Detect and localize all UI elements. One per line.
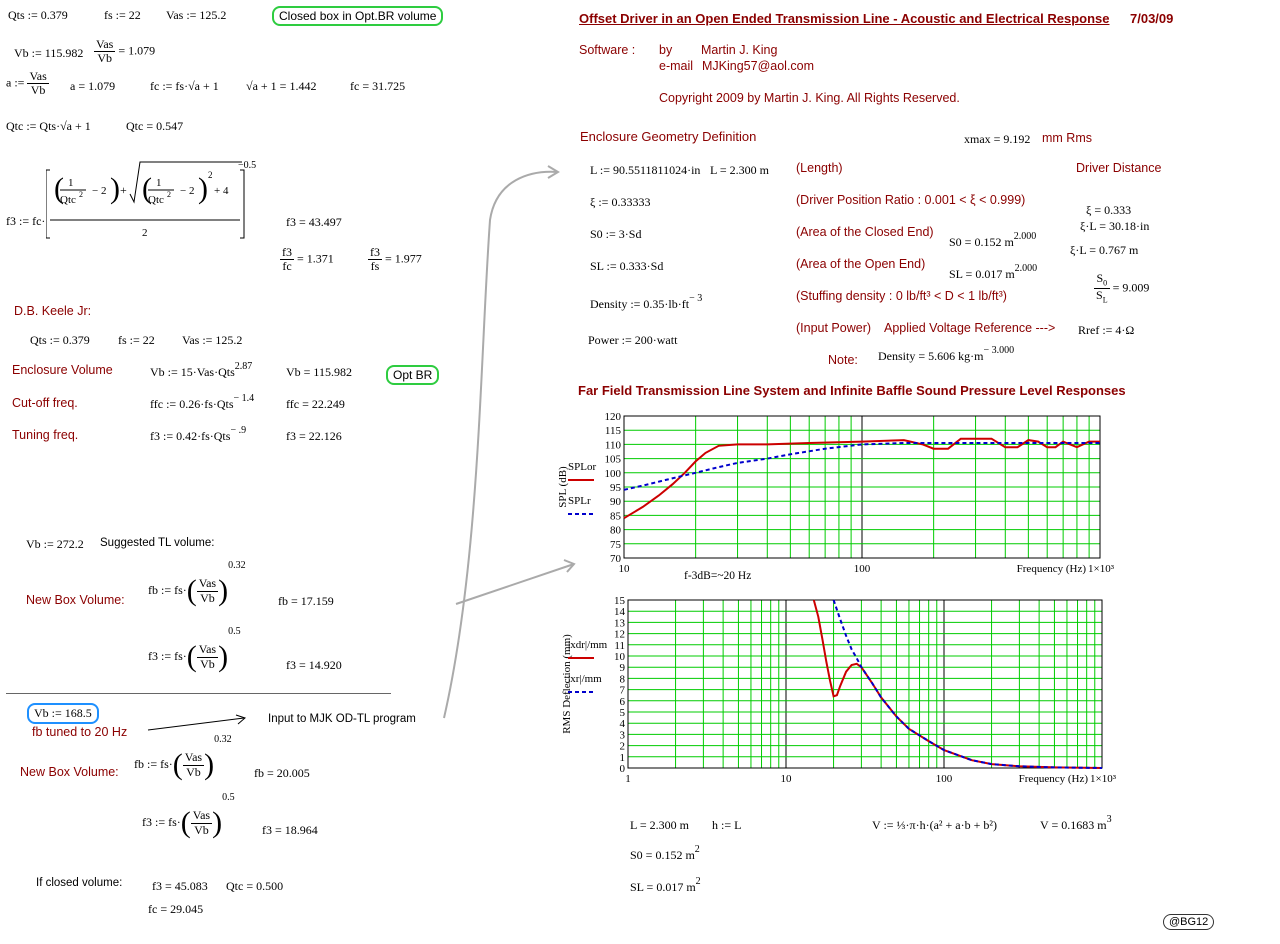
input-arrow xyxy=(146,712,250,734)
svg-text:1: 1 xyxy=(156,177,162,189)
fs-def: fs := 22 xyxy=(104,8,141,22)
L-value: L = 2.300 m xyxy=(710,163,769,177)
sqrt-value: √a + 1 = 1.442 xyxy=(246,79,317,93)
fb2-value: fb = 20.005 xyxy=(254,766,310,780)
y-axis-label: RMS Deflection (mm) xyxy=(561,634,573,734)
vb-168-box: Vb := 168.5 xyxy=(27,703,99,724)
bg12-badge: @BG12 xyxy=(1163,914,1214,930)
enclosure-exp: 2.87 xyxy=(234,361,253,372)
y-tick-label: 2 xyxy=(619,740,625,753)
divider xyxy=(6,693,391,694)
copyright: Copyright 2009 by Martin J. King. All Rights Reserved. xyxy=(659,91,960,105)
a-den: Vb xyxy=(30,83,46,98)
f3c-value: f3 = 18.964 xyxy=(262,823,318,837)
f3-fc-ratio: $\frac{f3}{fc}$ = 1.371 xyxy=(282,245,334,274)
f3c-formula: f3 := fs·( $\frac{\text{Vas}}{Vb}$ )$^{0.5}$ xyxy=(142,792,235,839)
chart-section-title: Far Field Transmission Line System and Infinite Baffle Sound Pressure Level Responses xyxy=(578,383,1126,398)
vas-def: Vas := 125.2 xyxy=(166,8,227,22)
deflection-chart xyxy=(538,592,1128,798)
y-tick-label: 95 xyxy=(610,482,621,494)
ratio-value: = 1.079 xyxy=(118,43,156,58)
rref-def: Rref := 4·Ω xyxy=(1078,323,1135,337)
a-def xyxy=(6,70,49,97)
enclosure-formula xyxy=(150,361,253,380)
x-axis-label: Frequency (Hz) xyxy=(1016,563,1086,575)
enclosure-volume-label: Enclosure Volume xyxy=(12,363,113,377)
y-tick-label: 14 xyxy=(614,606,625,619)
series-line xyxy=(814,600,1102,768)
qtc2-value: Qtc = 0.500 xyxy=(226,879,284,893)
bottom-SL xyxy=(630,876,701,895)
xmax-unit: mm Rms xyxy=(1042,131,1092,145)
bottom-L: L = 2.300 m xyxy=(630,818,689,832)
y-tick-label: 10 xyxy=(614,651,625,663)
qtc-value: Qtc = 0.547 xyxy=(126,119,184,133)
power-def: Power := 200·watt xyxy=(588,333,678,347)
fc2-value: fc = 29.045 xyxy=(148,902,204,916)
y-tick-label: 8 xyxy=(619,673,625,686)
y-tick-label: 105 xyxy=(604,453,621,466)
f3b-formula: f3 := fs·( $\frac{\text{Vas}}{Vb}$ )$^{0.5}$ xyxy=(148,626,241,673)
if-closed-label: If closed volume: xyxy=(36,877,123,889)
f3-lhs: f3 := fc· xyxy=(6,214,46,228)
software-label: Software : xyxy=(579,43,636,57)
cutoff-formula xyxy=(150,393,255,412)
y-tick-label: 7 xyxy=(619,684,625,697)
x-tick-label: 1×10³ xyxy=(1090,773,1117,785)
y-tick-label: 6 xyxy=(619,695,625,708)
vas-vb-ratio xyxy=(94,38,155,65)
fb-lhs: fb := fs· xyxy=(148,582,187,597)
f3d-value: f3 = 45.083 xyxy=(152,879,208,893)
y-tick-label: 13 xyxy=(614,617,625,630)
f3-formula-graphic xyxy=(46,158,272,248)
y-tick-label: 110 xyxy=(604,439,621,452)
fc-def: fc := fs·√a + 1 xyxy=(150,79,219,93)
newbox2-label: New Box Volume: xyxy=(20,765,119,779)
ratio-num: Vas xyxy=(96,37,114,51)
svg-text:): ) xyxy=(198,172,208,205)
plot-frame xyxy=(628,600,1102,768)
f3b-num: Vas xyxy=(198,642,217,657)
y-tick-label: 0 xyxy=(619,763,625,775)
density-exp: − 3 xyxy=(689,293,703,304)
x-tick-label: 100 xyxy=(935,773,953,785)
bottom-S0 xyxy=(630,844,700,863)
x-axis-label: Frequency (Hz) xyxy=(1018,773,1088,785)
driver-distance-label: Driver Distance xyxy=(1076,161,1162,175)
x-tick-label: 10 xyxy=(780,773,792,785)
legend-label: |xr|/mm xyxy=(568,673,602,685)
density-value-text: Density = 5.606 kg·m xyxy=(878,349,984,363)
y-tick-label: 70 xyxy=(610,553,621,565)
fb-den: Vb xyxy=(200,590,215,605)
input-power-label: (Input Power) xyxy=(796,321,872,335)
legend-label: |xdr|/mm xyxy=(568,639,608,651)
svg-text:+ 4: + 4 xyxy=(214,185,229,197)
fb2-lhs: fb := fs· xyxy=(134,756,173,771)
svg-text:2: 2 xyxy=(167,190,171,199)
bottom-S0-exp: 2 xyxy=(694,844,700,855)
tuning-formula-text: f3 := 0.42·fs·Qts xyxy=(150,429,231,443)
xi-def: ξ := 0.33333 xyxy=(590,195,651,209)
y-tick-label: 12 xyxy=(614,628,625,641)
svg-text:Qtc: Qtc xyxy=(60,194,76,206)
fb-tuned-label: fb tuned to 20 Hz xyxy=(32,725,128,739)
cutoff-exp: − 1.4 xyxy=(233,393,255,404)
f3-exponent: −0.5 xyxy=(238,160,257,171)
cutoff-value: ffc = 22.249 xyxy=(286,397,345,411)
qts-def: Qts := 0.379 xyxy=(8,8,68,22)
SL-value-text: SL = 0.017 m xyxy=(949,267,1015,281)
author: Martin J. King xyxy=(701,43,778,57)
tuning-exp: − .9 xyxy=(230,425,247,436)
f3c-exp: 0.5 xyxy=(222,792,235,803)
vb-272: Vb := 272.2 xyxy=(26,537,84,551)
enclosure-value: Vb = 115.982 xyxy=(286,365,352,379)
y-tick-label: 75 xyxy=(610,538,621,551)
email-label: e-mail xyxy=(659,59,694,73)
page-title: Offset Driver in an Open Ended Transmission Line - Acoustic and Electrical Response xyxy=(579,11,1110,26)
fc-value: fc = 31.725 xyxy=(350,79,406,93)
fb2-exp: 0.32 xyxy=(214,734,232,745)
length-label: (Length) xyxy=(796,161,843,175)
bottom-SL-text: SL = 0.017 m xyxy=(630,880,696,894)
cutoff-label: Cut-off freq. xyxy=(12,396,78,410)
SL-exp: 2.000 xyxy=(1014,263,1038,274)
SL-def: SL := 0.333·Sd xyxy=(590,259,664,273)
x-tick-label: 100 xyxy=(853,563,871,575)
x-tick-label: 1×10³ xyxy=(1088,563,1115,575)
density-value xyxy=(878,345,1015,364)
f3-fs-value: = 1.977 xyxy=(385,251,422,266)
fb2-den: Vb xyxy=(186,764,201,779)
density-def-text: Density := 0.35·lb·ft xyxy=(590,297,690,311)
keele-title: D.B. Keele Jr: xyxy=(14,304,92,318)
y-axis-label: SPL (dB) xyxy=(557,466,569,508)
y-tick-label: 90 xyxy=(610,496,621,509)
fb-exp: 0.32 xyxy=(228,560,246,571)
svg-text:2: 2 xyxy=(79,190,83,199)
legend-label: SPLr xyxy=(568,495,591,507)
f3c-num: Vas xyxy=(192,808,211,823)
ratio-S0-SL-value: = 9.009 xyxy=(1112,280,1150,295)
svg-text:+: + xyxy=(120,183,127,197)
svg-text:): ) xyxy=(110,172,120,205)
closed-box-label: Closed box in Opt.BR volume xyxy=(272,6,443,26)
y-tick-label: 85 xyxy=(610,510,621,523)
fb2-num: Vas xyxy=(184,750,203,765)
y-tick-label: 120 xyxy=(604,411,621,423)
svg-text:(: ( xyxy=(54,172,64,205)
fb-num: Vas xyxy=(198,576,217,591)
bottom-V-def: V := ⅓·π·h·(a² + a·b + b²) xyxy=(872,818,997,832)
f3-fc-value: = 1.371 xyxy=(297,251,334,266)
f3c-lhs: f3 := fs· xyxy=(142,814,181,829)
S0-value xyxy=(949,231,1037,250)
a-num: Vas xyxy=(29,69,47,83)
by-label: by xyxy=(659,43,673,57)
xmax-value: xmax = 9.192 xyxy=(964,132,1031,146)
newbox-label: New Box Volume: xyxy=(26,593,125,607)
tuning-value: f3 = 22.126 xyxy=(286,429,342,443)
y-tick-label: 100 xyxy=(604,467,621,480)
applied-voltage-label: Applied Voltage Reference ---> xyxy=(884,321,1056,335)
y-tick-label: 15 xyxy=(614,595,625,607)
S0-exp: 2.000 xyxy=(1013,231,1037,242)
f3-fs-ratio: $\frac{f3}{fs}$ = 1.977 xyxy=(370,245,422,274)
keele-fs: fs := 22 xyxy=(118,333,155,347)
fb-value: fb = 17.159 xyxy=(278,594,334,608)
svg-text:2: 2 xyxy=(208,170,213,180)
spl-chart xyxy=(538,404,1128,590)
density-def xyxy=(590,293,703,312)
svg-text:− 2: − 2 xyxy=(92,185,107,197)
tuning-formula xyxy=(150,425,247,444)
ratio-den: Vb xyxy=(97,51,112,66)
f3-value: f3 = 43.497 xyxy=(286,215,342,229)
S0-def: S0 := 3·Sd xyxy=(590,227,642,241)
S0-SL-ratio: $\frac{S_0}{S_L}$ = 9.009 xyxy=(1096,271,1150,305)
y-tick-label: 11 xyxy=(614,639,625,652)
xi-value: ξ = 0.333 xyxy=(1086,203,1132,217)
y-tick-label: 9 xyxy=(619,662,625,675)
y-tick-label: 5 xyxy=(619,707,625,719)
xiL-m-value: ξ·L = 0.767 m xyxy=(1070,243,1139,257)
y-tick-label: 115 xyxy=(604,425,621,438)
y-tick-label: 3 xyxy=(619,729,625,742)
svg-text:2: 2 xyxy=(142,227,148,239)
bottom-h: h := L xyxy=(712,818,742,832)
S0-value-text: S0 = 0.152 m xyxy=(949,235,1014,249)
stuffing-label: (Stuffing density : 0 lb/ft³ < D < 1 lb/ft³) xyxy=(796,289,1007,303)
f3db-annotation: f-3dB=~20 Hz xyxy=(684,570,752,582)
legend-label: SPLor xyxy=(568,461,597,473)
bottom-S0-text: S0 = 0.152 m xyxy=(630,848,695,862)
y-tick-label: 4 xyxy=(619,718,625,731)
bottom-SL-exp: 2 xyxy=(695,876,701,887)
fb-formula: fb := fs·( $\frac{\text{Vas}}{Vb}$ )$^{0.32}$ xyxy=(148,560,246,607)
tuning-label: Tuning freq. xyxy=(12,428,79,442)
f3b-den: Vb xyxy=(200,656,215,671)
a-value: a = 1.079 xyxy=(70,79,116,93)
y-tick-label: 1 xyxy=(619,751,625,764)
a-def-lhs: a := xyxy=(6,75,25,90)
y-tick-label: 80 xyxy=(610,524,621,537)
geometry-title: Enclosure Geometry Definition xyxy=(580,129,757,144)
keele-qts: Qts := 0.379 xyxy=(30,333,90,347)
SL-label: (Area of the Open End) xyxy=(796,257,926,271)
density-value-exp: − 3.000 xyxy=(983,345,1015,356)
keele-vas: Vas := 125.2 xyxy=(182,333,243,347)
opt-br-label: Opt BR xyxy=(386,365,439,385)
xiL-in-value: ξ·L = 30.18·in xyxy=(1080,219,1150,233)
bottom-V-value-text: V = 0.1683 m xyxy=(1040,818,1107,832)
svg-text:(: ( xyxy=(142,172,152,205)
note-label: Note: xyxy=(828,353,858,367)
suggested-tl: Suggested TL volume: xyxy=(100,537,215,549)
series-line xyxy=(834,600,1102,768)
xi-label: (Driver Position Ratio : 0.001 < ξ < 0.999) xyxy=(796,193,1026,207)
f3b-lhs: f3 := fs· xyxy=(148,648,187,663)
email: MJKing57@aol.com xyxy=(702,59,815,73)
input-to-program: Input to MJK OD-TL program xyxy=(268,713,416,725)
L-def: L := 90.5511811024·in xyxy=(590,163,701,177)
fb2-formula: fb := fs·( $\frac{\text{Vas}}{Vb}$ )$^{0.32}$ xyxy=(134,734,232,781)
svg-text:Qtc: Qtc xyxy=(148,194,164,206)
vb-def: Vb := 115.982 xyxy=(14,46,84,60)
f3b-exp: 0.5 xyxy=(228,626,241,637)
f3c-den: Vb xyxy=(194,822,209,837)
svg-text:1: 1 xyxy=(68,177,74,189)
x-tick-label: 10 xyxy=(618,563,630,575)
qtc-def: Qtc := Qts·√a + 1 xyxy=(6,119,91,133)
cutoff-formula-text: ffc := 0.26·fs·Qts xyxy=(150,397,234,411)
x-tick-label: 1 xyxy=(625,773,631,785)
svg-text:− 2: − 2 xyxy=(180,185,195,197)
S0-label: (Area of the Closed End) xyxy=(796,225,934,239)
bottom-V-exp: 3 xyxy=(1106,814,1112,825)
bottom-V-value xyxy=(1040,814,1112,833)
date: 7/03/09 xyxy=(1130,11,1174,26)
f3b-value: f3 = 14.920 xyxy=(286,658,342,672)
SL-value xyxy=(949,263,1038,282)
enclosure-formula-text: Vb := 15·Vas·Qts xyxy=(150,365,235,379)
